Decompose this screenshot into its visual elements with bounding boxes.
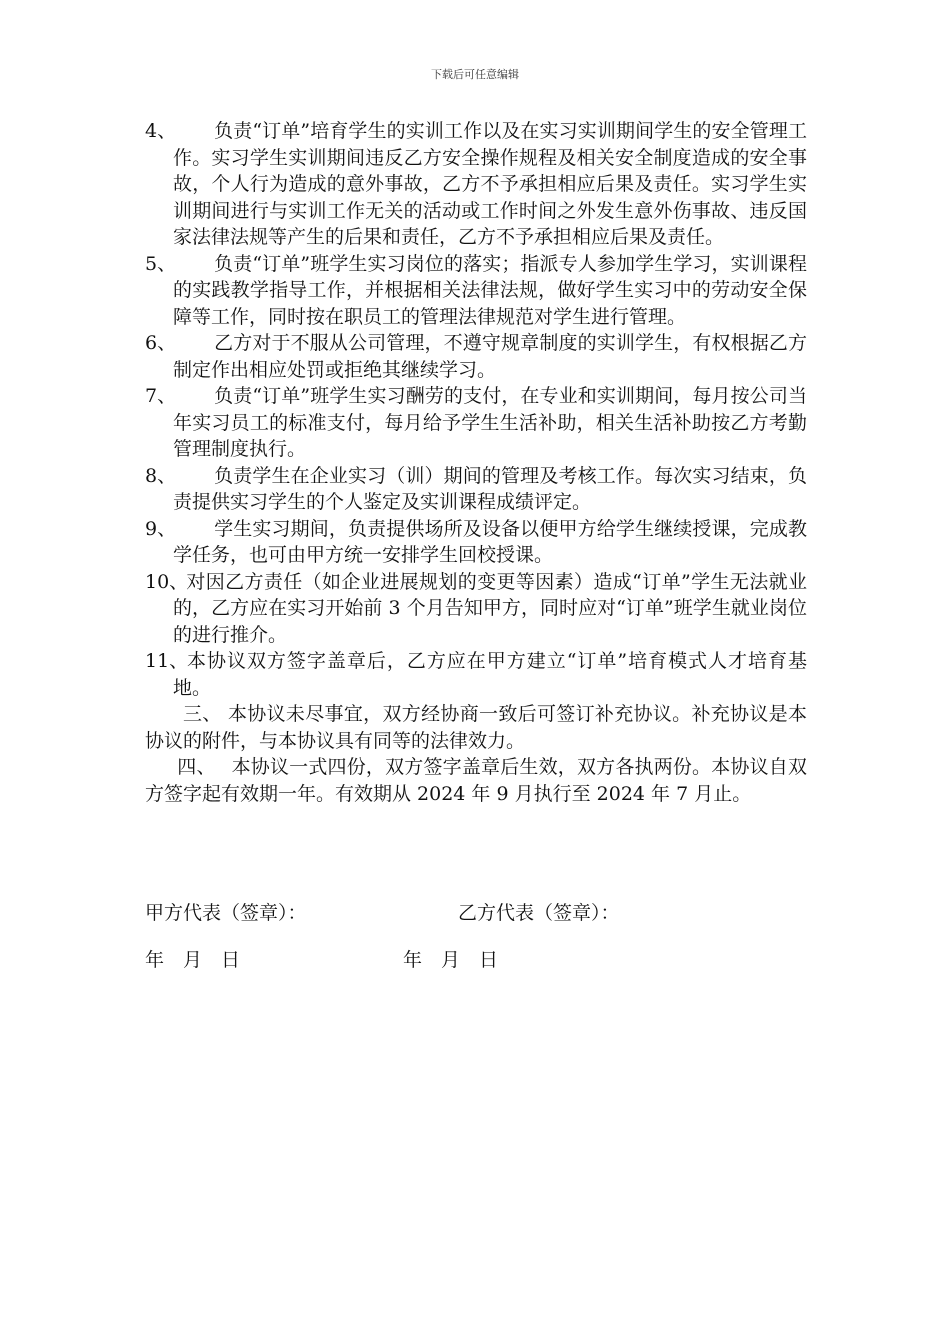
clause-number: 6、 <box>145 332 177 354</box>
clause-item-8 <box>145 463 807 516</box>
clause-item-11 <box>145 648 807 701</box>
clause-text: 乙方对于不服从公司管理，不遵守规章制度的实训学生，有权根据乙方制定作出相应处罚或拒绝其继续学习。 <box>173 332 807 381</box>
party-b-date: 年 月 日 <box>403 949 499 971</box>
clause-text: 学生实习期间，负责提供场所及设备以便甲方给学生继续授课，完成教学任务，也可由甲方统一安排学生回校授课。 <box>173 517 807 566</box>
clause-number: 8、 <box>145 464 177 487</box>
clause-text: 负责学生在企业实习（训）期间的管理及考核工作。每次实习结束，负责提供实习学生的个人鉴定及实训课程成绩评定。 <box>173 464 807 513</box>
clause-item-7 <box>145 383 807 463</box>
clause-item-9 <box>145 516 807 569</box>
clause-text: 负责“订单”班学生实习酬劳的支付，在专业和实训期间，每月按公司当年实习员工的标准支付，每月给予学生生活补助，相关生活补助按乙方考勤管理制度执行。 <box>173 385 807 460</box>
clause-text: 本协议双方签字盖章后，乙方应在甲方建立“订单”培育模式人才培育基地。 <box>173 650 807 699</box>
agreement-body <box>145 118 807 807</box>
clause-number: 9、 <box>145 517 177 540</box>
page-header: 下载后可任意编辑 <box>431 68 519 81</box>
clause-item-10 <box>145 569 807 649</box>
clause-text: 负责“订单”培育学生的实训工作以及在实习实训期间学生的安全管理工作。实习学生实训期间违反乙方安全操作规程及相关安全制度造成的安全事故，个人行为造成的意外事故，乙方不予承担相应后果及责任。实习学生实训期间进行与实训工作无关的活动或工作时间之外发生意外伤事故、违反国家法律法规等产生的后果和责任，乙方不予承担相应后果及责任。 <box>173 120 807 248</box>
party-b-signature-label: 乙方代表（签章）： <box>458 902 620 924</box>
clause-number: 4、 <box>145 120 177 142</box>
clause-number: 7、 <box>145 385 177 407</box>
clause-text: 对因乙方责任（如企业进展规划的变更等因素）造成“订单”学生无法就业的，乙方应在实习开始前 3 个月告知甲方，同时应对“订单”班学生就业岗位的进行推介。 <box>173 570 807 646</box>
clause-item-6 <box>145 330 807 383</box>
party-a-signature-label: 甲方代表（签章）： <box>145 902 307 924</box>
section-four-paragraph: 四、 本协议一式四份，双方签字盖章后生效，双方各执两份。本协议自双方签字起有效期一年。有效期从 2024 年 9 月执行至 2024 年 7 月止。 <box>145 756 807 805</box>
clause-item-5 <box>145 251 807 331</box>
party-a-date: 年 月 日 <box>145 949 241 971</box>
clause-text: 负责“订单”班学生实习岗位的落实；指派专人参加学生学习，实训课程的实践教学指导工作，并根据相关法律法规，做好学生实习中的劳动安全保障等工作，同时按在职员工的管理法律规范对学生进行管理。 <box>173 252 807 328</box>
clause-number: 11、 <box>145 650 189 672</box>
clause-item-4 <box>145 118 807 251</box>
section-three-paragraph: 三、 本协议未尽事宜，双方经协商一致后可签订补充协议。补充协议是本协议的附件，与本协议具有同等的法律效力。 <box>145 703 807 752</box>
clause-number: 5、 <box>145 252 177 275</box>
clause-number: 10、 <box>145 570 189 593</box>
